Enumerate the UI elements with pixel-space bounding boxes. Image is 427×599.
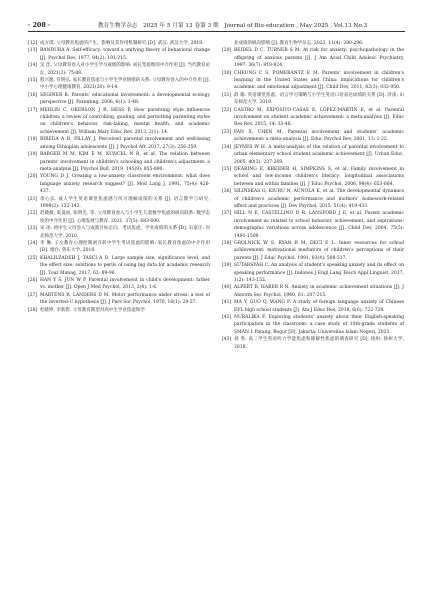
reference-text: 程兴逸, 符明弘. 家长教育焦虑与小学生学业情绪的关系: 父母教育卷入的中介作用 [J]. 中小学心理健康教育, 2021(20): 9-14.	[40, 78, 210, 91]
reference-entry	[222, 92, 404, 107]
reference-number: [21]	[28, 196, 38, 202]
reference-entry	[28, 196, 210, 211]
reference-text: BIREDA A D, PILLAY J. Perceived parental involvement and well-being among Ethiopian adolescents [J]. J Psychol Afr, 2017, 27(3): 256-259.	[40, 137, 210, 150]
reference-entry	[28, 307, 210, 314]
reference-entry	[222, 129, 404, 144]
reference-entry	[28, 240, 210, 255]
reference-number	[222, 40, 234, 47]
reference-text: BARGER M M, KIM E M, KUNCEL N R, et al. The relation between parents' involvement in children's schooling and children's adjustment: a meta-analysis [J]. Psychol Bull, 2019, 145(9): 855-890.	[40, 152, 210, 172]
reference-text: HILL N E, CASTELLINO D R, LANSFORD J E, et al. Parent academic involvement as related to school behavior, achievement, and aspirations: demographic variations across adolescence [J]. Child Dev, 2004, 75(5): 1491-1509.	[234, 211, 404, 239]
reference-entry	[28, 151, 210, 173]
reference-text: SUTARSYAH C. An analysis of student's speaking anxiety and its effect on speaking performance [J]. Indones J Engl Lang Teach Appl Linguist, 2017, 1(2): 143-152.	[234, 263, 404, 283]
reference-text: HAN Y S, JUN W P. Parental involvement in child's development: father vs. mother [J]. Open J Med Psychol, 2013, 2(4): 1-6.	[40, 278, 210, 291]
reference-text: ALPERT R, HABER R N. Anxiety in academic achievement situations [J]. J Abnorm Soc Psychol, 1960, 61: 207-215.	[234, 285, 404, 298]
reference-number: [41]	[222, 300, 232, 306]
reference-entry	[222, 262, 404, 284]
reference-number: [39]	[222, 263, 232, 269]
reference-entry	[28, 136, 210, 151]
reference-text: 杜晓婷, 李新影. 父母教育期望对高中生学业焦虑和学	[40, 307, 145, 313]
reference-entry	[28, 292, 210, 307]
reference-entry	[222, 188, 404, 210]
reference-number: [15]	[28, 78, 38, 84]
reference-text: JEYNES W H. A meta-analysis of the relation of parental involvement to urban elementary school student academic achievement [J]. Urban Educ, 2005, 40(3): 237-269.	[234, 144, 404, 165]
reference-entry	[222, 144, 404, 166]
reference-text: 宋 冰. 初中生父母卷入与成就目标定向、考试焦虑、学业成绩的关系 [D]. 石家庄: 河北师范大学, 2010.	[40, 226, 210, 239]
reference-number: [31]	[222, 92, 232, 98]
reference-entry	[222, 299, 404, 314]
reference-text: 赵晓薇, 张曼雨, 张明光, 等. 父母教育卷入与小学生儿童数学焦虑的纵向联系: 数学态度的中介作用 [J]. 心理发展与教育, 2021, 37(5): 683-690.	[40, 211, 210, 224]
reference-text: MERLIN C, OKERSON J R, HESS P. How parenting style influences children: a review of controlling, guiding, and permitting parenting styles on children's behavior, risk-taking, mental health, and academic achievement [J]. William Mary Educ Rev, 2013, 2(1): 14.	[40, 107, 210, 135]
reference-text: SILINSKAS G, KIURU N, AUNOLA K, et al. The developmental dynamics of children's academic performance and mothers' homework-related affect and practices [J]. Dev Psychol, 2015, 51(4): 419-433.	[234, 189, 404, 209]
reference-number: [27]	[28, 292, 38, 298]
reference-number: [24]	[28, 240, 38, 246]
reference-column-left	[28, 40, 210, 351]
reference-text: YOUNG D J. Creating a low-anxiety classroom environment: what does language anxiety research suggest? [J]. Mod Lang J, 1991, 75(4): 426-437.	[40, 174, 210, 195]
reference-number: [22]	[28, 211, 38, 217]
reference-number: [32]	[222, 107, 232, 113]
page-header	[28, 20, 405, 32]
reference-column-right	[222, 40, 404, 351]
reference-number: [20]	[28, 174, 38, 180]
reference-text: NURALIKA F. Exploring students' anxiety about their English-speaking participation in the classroom: a case study of 10th-grade students of SMAN 1 Patang, Bogor [D]. Jakarta: Universitas Islam Negeri, 2023.	[234, 315, 404, 335]
reference-entry	[222, 70, 404, 92]
reference-entry	[222, 210, 404, 240]
reference-number: [33]	[222, 129, 232, 135]
reference-text: 业成绩的纵向影响 [J]. 教育生物学杂志, 2023, 11(4): 290-296.	[234, 41, 364, 46]
reference-entry	[222, 314, 404, 336]
reference-entry	[222, 166, 404, 188]
reference-entry	[28, 210, 210, 225]
reference-number: [34]	[222, 144, 232, 150]
reference-entry	[222, 284, 404, 299]
reference-text: KHALILZADEH J, TASCI A D. Large sample size, significance level, and the effect size: solutions to perils of using big data for academic research [J]. Tour Manag, 2017, 62: 89-96.	[40, 255, 210, 276]
reference-entry	[28, 40, 210, 47]
reference-entry	[28, 173, 210, 195]
reference-number: [36]	[222, 189, 232, 195]
reference-number: [16]	[28, 92, 38, 98]
reference-entry	[28, 62, 210, 77]
reference-number: [37]	[222, 211, 232, 217]
reference-number: [25]	[28, 255, 38, 261]
reference-text: DEARING E, KREIDER H, SIMPKINS S, et al. Family involvement in school and low-income children's literacy: longitudinal associations between and within families [J]. J Educ Psychol, 2006, 98(4): 653-664.	[234, 166, 404, 187]
reference-number: [17]	[28, 107, 38, 113]
reference-text: CHEUNG C S, POMERANTZ E M. Parents' involvement in children's learning in the United States and China: implications for children's academic and emotional adjustment [J]. Child Dev, 2011, 82(3): 932-950.	[234, 70, 404, 91]
reference-text: GROLNICK W S, RYAN R M, DECI E L. Inner resources for school achievement: motivational mediators of children's perceptions of their parents [J]. J Educ Psychol, 1991, 83(4): 508-517.	[234, 240, 404, 261]
reference-number: [13]	[28, 48, 38, 54]
reference-text: BEIDEL D C, TURNER S M. At risk for anxiety: psychopathology in the offspring of anxious parents [J]. J Am Acad Child Adolesc Psychiatry, 1997, 36(7): 918-924.	[234, 48, 404, 69]
reference-entry	[222, 336, 404, 351]
reference-text: 成方琪. 父母教育焦虑的产生、影响及其作用机制研究 [D]. 武汉: 武汉大学, 2019.	[40, 41, 204, 46]
reference-entry	[222, 107, 404, 129]
reference-number: [35]	[222, 166, 232, 172]
reference-number: [26]	[28, 278, 38, 283]
journal-title-line: 教育生物学杂志 2025 年 5 月第 13 卷第 3 期 Journal of Bio-education , May 2025 , Vol.13 No.3	[97, 22, 368, 29]
reference-entry	[28, 92, 210, 107]
reference-text: BANDURA A. Self-efficacy: toward a unifying theory of behavioral change [J]. Psychol Rev, 1977, 84(2): 191-215.	[40, 48, 210, 61]
reference-entry	[222, 240, 404, 262]
reference-number: [38]	[222, 240, 232, 246]
reference-number: [29]	[222, 48, 232, 54]
reference-text: SEGINER R. Parents' educational involvement: a developmental ecology perspective [J]. Parenting, 2006, 6(1): 1-48.	[40, 92, 210, 106]
reference-number: [14]	[28, 63, 38, 69]
reference-entry	[28, 77, 210, 92]
reference-text: 刘 秀. 高三学生英语听力学能焦虑和降解性焦虑的调查研究 [D]. 扬州: 扬州大学, 2018.	[234, 337, 404, 350]
reference-text: CASTRO M, EXPÓSITO-CASAS E, LÓPEZ-MARTÍN E, et al. Parental involvement on student academic achievement: a meta-analysis [J]. Educ Res Rev, 2015, 14: 33-46.	[234, 107, 404, 128]
reference-entry	[222, 47, 404, 69]
reference-number: [43]	[222, 337, 232, 343]
reference-entry	[222, 40, 404, 47]
reference-text: 余心乐. 成人学生英语课堂焦虑感与所习理解成绩的关系 [J]. 语言教学与研究, 1998(2): 132-143.	[40, 196, 210, 209]
reference-entry	[28, 255, 210, 277]
reference-number: [18]	[28, 137, 38, 143]
reference-number: [12]	[28, 41, 38, 46]
reference-number: [30]	[222, 70, 232, 76]
reference-entry	[28, 225, 210, 240]
reference-text: 薛 瑜. 英语课堂焦虑、语言学习策略与小学生英语口语表达成绩的关系 [D]. 济南: 山东师范大学, 2019.	[234, 92, 404, 106]
reference-text: 吴 佳. 父母教育卷入对小学生学习成绩的影响: 成长型思维的中介作用 [J]. 当代教育论坛, 2021(2): 75-88.	[40, 63, 210, 76]
reference-number: [28]	[28, 307, 38, 313]
reference-text: 李 琳. 子女教育心理控制剥夺转中学生考试焦虑的影响: 家长教育焦虑的中介作用 [D]. 烟台: 鲁东大学, 2018.	[40, 240, 210, 254]
reference-number: [40]	[222, 285, 232, 291]
reference-entry	[28, 277, 210, 292]
reference-columns	[28, 40, 405, 351]
reference-text: MARTENS R, LANDERS D M. Motor performance under stress: a test of the inverted-U hypothesis [J]. J Pers Soc Psychol, 1970, 16(1): 29-37.	[40, 292, 210, 306]
reference-text: MA Y, GUO Q, WANG F. A study of foreign language anxiety of Chinese EFL high school students [J]. Am J Educ Res, 2018, 6(6): 722-728.	[234, 300, 404, 313]
reference-entry	[28, 107, 210, 137]
reference-number: [23]	[28, 226, 38, 232]
reference-text: FAN X, CHEN M. Parental involvement and students' academic achievement: a meta-analysis [J]. Educ Psychol Rev, 2001, 13: 1-22.	[234, 129, 404, 143]
reference-entry	[28, 47, 210, 62]
page-number: · 208 ·	[28, 20, 51, 29]
reference-number: [42]	[222, 315, 232, 321]
reference-number: [19]	[28, 152, 38, 158]
